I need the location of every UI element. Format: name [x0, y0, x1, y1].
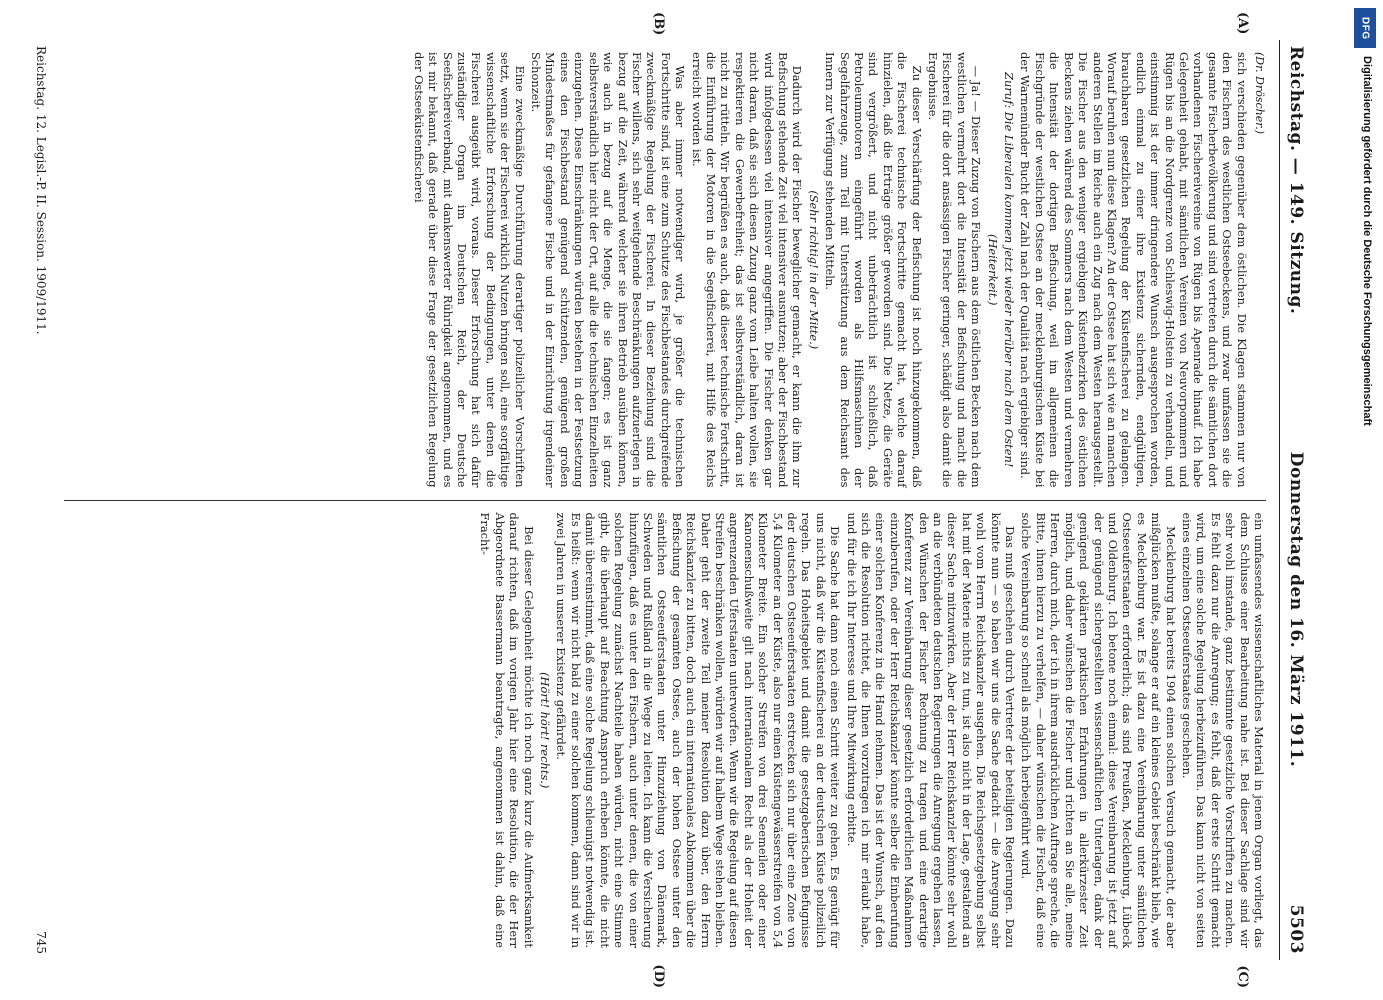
text-columns	[64, 40, 1266, 960]
paragraph: sich verschieden gegenüber dem östlichen. Die Klagen stammen nur von den Fischern des westlichen Ostseebeckens, und zwar umfassen sie die gesamte Fischerbevölkerung und sind vertreten durch die sämtlichen dort vorhandenen Fischereivereine von Rügen bis Apenrade hinauf. Ich habe Gelegenheit gehabt, mit sämtlichen Vereinen von Neuvorpommern und Rügen bis an die Nordgrenze von Schleswig-Holstein zu verhandeln, und einstimmig ist der immer dringendere Wunsch ausgesprochen worden, endlich einmal zu einer ihre Existenz sichernden, endgültigen, brauchbaren gesetzlichen Regelung der Küstenfischerei zu gelangen. Worauf beruhen nun diese Klagen? An der Ostsee hat sich wie an manchen anderen Stellen im Reiche auch ein Zug nach dem Westen herausgestellt. Die Fischer aus den weniger ergiebigen Küstenbezirken des östlichen Beckens ziehen während des Sommers nach dem Westen und vermehren die Intensität der dortigen Befischung, weil im allgemeinen die Fischgründe der westlichen Ostsee an der mecklenburgischen Küste bei der Warnemünder Bucht der Zahl nach der Qualität nach ergiebiger sind.	[1018, 52, 1249, 488]
paragraph: Eine zweckmäßige Durchführung derartiger polizeilicher Vorschriften setzt, wenn sie der Fischerei wirklich Nutzen bringen soll, eine sorgfältige wissenschaftliche Erforschung der Bedingungen, unter denen die Fischerei ausgeübt wird, voraus. Dieser Erforschung hat sich dafür zuständiger Organ im Deutschen Reich, der Deutsche Seefischereiverband, mit dankenswerter Rührigkeit angenommen, und es ist mir bekannt, daß gerade über diese Frage der gesetzlichen Regelung der Ostseeküstenfischerei	[411, 52, 527, 488]
paragraph: Das muß geschehen durch Vertreter der beteiligten Regierungen. Dazu könnte nun — so haben wir uns die Sache gedacht — die Anregung sehr wohl vom Herrn Reichskanzler ausgehen. Die Reichsgesetzgebung selbst hat mit der Materie nichts zu tun, ist also nicht in der Lage, gestaltend an dieser Sache mitzuwirken. Aber der Herr Reichskanzler könnte sehr wohl an die verbündeten deutschen Regierungen die Anregung ergehen lassen, den Wünschen der Fischer Rechnung zu tragen und eine derartige Konferenz zur Vereinbarung dieser gesetzlich erforderlichen Maßnahmen einzuberufen, oder der Herr Reichskanzler könnte selber die Einberufung einer solchen Konferenz in die Hand nehmen. Das ist der Wunsch, auf den sich die Resolution richtet, die Ihnen vorzutragen ich mir erlaubt habe, und für die ich Ihr Interesse und Ihre Mitwirkung erbitte.	[844, 512, 1018, 948]
paragraph: Was aber immer notwendiger wird, je größer die technischen Fortschritte sind, ist eine zum Schutze des Fischbestandes durchgreifende zweckmäßige Regelung der Fischerei. In dieser Beziehung sind die Fischer willens, sich sehr weitgehende Beschränkungen aufzuerlegen in bezug auf die Zeit, während welcher sie ihren Betrieb ausüben können, wie auch in bezug auf die Menge, die sie fangen; es ist ganz selbstverständlich hier nicht der Ort, auf alle die technischen Einzelheiten einzugehen. Diese Einschränkungen würden bestehen in der Festsetzung eines den Fischbestand genügend schützenden, genügend großen Mindestmaßes für gefangene Fische und in der Einrichtung irgendeiner Schonzeit.	[529, 52, 688, 488]
margin-letter-a: (A)	[1235, 12, 1250, 35]
paragraph: Zu dieser Verschärfung der Befischung ist noch hinzugekommen, daß die Fischerei technische Fortschritte gemacht hat, welche darauf hinzielen, daß die Erträge größer geworden sind. Die Netze, die Geräte sind vergrößert, und nicht unbeträchtlich ist schließlich, daß Petroleummotoren eingeführt worden als Hilfsmaschinen der Segelfahrzeuge, zum Teil mit Unterstützung aus dem Reichsamt des Innern zur Verfügung stehenden Mitteln.	[823, 52, 924, 488]
footer-sheet-number: 745	[34, 931, 48, 954]
left-column	[64, 40, 1266, 500]
reaction: (Sehr richtig! in der Mitte.)	[806, 190, 821, 350]
right-column	[64, 500, 1266, 961]
dfg-credit-strip	[1353, 8, 1377, 648]
paragraph: Mecklenburg hat bereits 1904 einen solchen Versuch gemacht, der aber mißglücken mußte, solange er auf ein kleines Gebiet beschränkt blieb, wie es Mecklenburg war. Es ist dazu eine Vereinbarung unter sämtlichen Ostseeuferstaaten erforderlich; das sind Preußen, Mecklenburg, Lübeck und Oldenburg. Ich betone noch einmal: diese Vereinbarung ist jetzt auf der genügend sichergestellten wissenschaftlichen Unterlagen, dank der genügend geklärten praktischen Erfahrungen in allerkürzester Zeit möglich, und daher wünschen die Fischer und richten an Sie alle, meine Herren, durch mich, der ich in ihrem ausdrücklichen Auftrage spreche, die Bitte, ihnen hierzu zu verhelfen, — daher wünschen die Fischer, daß eine solche Vereinbarung so schnell als möglich herbeigeführt wird.	[1019, 512, 1178, 948]
running-head-left: Reichstag. — 149. Sitzung.	[1286, 46, 1306, 315]
page-footer	[34, 46, 48, 954]
page-content	[24, 12, 1306, 988]
paragraph: Die Sache hat dann noch einen Schritt weiter zu gehen. Es genügt für uns nicht, daß wir die Küstenfischerei an der deutschen Küste polizeilich regeln. Das Hoheitsgebiet und damit die gesetzgeberischen Befugnisse der deutschen Ostseeuferstaaten erstrecken sich nur über eine Zone von 5,4 Kilometer an der Küste, also nur einen Küstengewässerstreifen von 5,4 Kilometer Breite. Ein solcher Streifen von drei Seemeilen oder einer Kanonenschußweite gilt nach internationalem Recht als der Hoheit der angrenzenden Uferstaaten unterworfen. Wenn wir die Regelung auf diesen Streifen beschränken wollen, würden wir auf halbem Wege stehen bleiben. Daher geht der zweite Teil meiner Resolution dazu über, den Herrn Reichskanzler zu bitten, doch auch ein internationales Abkommen über die Befischung der gesamten Ostsee, auch der hohen Ostsee unter den sämtlichen Ostseeuferstaaten unter Hinzuziehung von Dänemark, Schweden und Rußland in die Wege zu leiten. Ich kann die Versicherung hinzufügen, daß es unter den Fischern, auch unter denen, die von einer solchen Regelung zunächst Nachteile haben würden, nicht eine Stimme gibt, die überhaupt auf Beachtung Anspruch erheben könnte, die nicht damit übereinstimmt, daß eine solche Regelung schleunigst notwendig ist. Es heißt: wenn wir nicht bald zu einer solchen kommen, dann sind wir in zwei Jahren in unserer Existenz gefährdet.	[554, 512, 843, 948]
margin-letter-c: (C)	[1235, 965, 1250, 988]
footer-session-line: Reichstag. 12. Legisl.-P. II. Session. 1909/1911.	[34, 46, 48, 335]
dfg-credit-text: Digitalisierung gefördert durch die Deutsche Forschungsgemeinschaft	[1361, 56, 1373, 426]
dfg-logo-icon: DFG	[1354, 8, 1376, 48]
running-head	[1279, 40, 1306, 960]
page-number: 5503	[1286, 904, 1306, 954]
interjection: Zuruf: Die Liberalen kommen jetzt wieder herüber nach dem Osten!	[1002, 72, 1017, 468]
margin-letter-b: (B)	[651, 12, 666, 36]
margin-letter-d: (D)	[651, 964, 666, 988]
paragraph: — Ja! — Dieser Zuzug von Fischern aus dem östlichen Becken nach dem westlichen vermehrt dort die Intensität der Befischung und macht die Fischerei für die dort ansässigen Fischer geringer, schädigt also damit die Ergebnisse.	[926, 52, 984, 488]
running-head-date: Donnerstag den 16. März 1911.	[1286, 451, 1306, 768]
reaction: (Hört! hört! rechts.)	[538, 672, 553, 789]
paragraph: Dadurch wird der Fischer beweglicher gemacht, er kann die ihm zur Befischung stehende Zeit viel intensiver ausnutzen; aber der Fischbestand wird infolgedessen viel intensiver angegriffen. Die Fischer denken gar nicht daran, daß sie sich diesen Zuzug ganz vom Leibe halten wollen, sie respektieren die Gewerbefreiheit; das ist selbstverständlich, daran ist nicht zu rütteln. Wir begrüßen es auch, daß dieser technische Fortschritt, die Einführung der Motoren in die Segelfischerei, mit Hilfe des Reichs erreicht worden ist.	[689, 52, 805, 488]
paragraph: ein umfassendes wissenschaftliches Material in jenem Organ vorliegt, das dem Schlusse einer Bearbeitung nahe ist. Bei dieser Sachlage sind wir sehr wohl imstande, ganz bestimmte gesetzliche Vorschriften zu machen. Es fehlt dazu nur die Anregung; es fehlt, daß der erste Schritt gemacht wird, um eine solche Regelung herbeizuführen. Das kann nicht von seiten eines einzelnen Ostseeuferstaates geschehen.	[1179, 512, 1266, 948]
paragraph: Bei dieser Gelegenheit möchte ich noch ganz kurz die Aufmerksamkeit darauf richten, daß im vorigen Jahr hier eine Resolution, die der Herr Abgeordnete Bassermann beantragte, angenommen ist dahin, daß eine Fracht-	[478, 512, 536, 948]
speaker-tag: (Dr. Dröscher.)	[1253, 52, 1266, 135]
reaction: (Heiterkeit.)	[985, 234, 1000, 306]
